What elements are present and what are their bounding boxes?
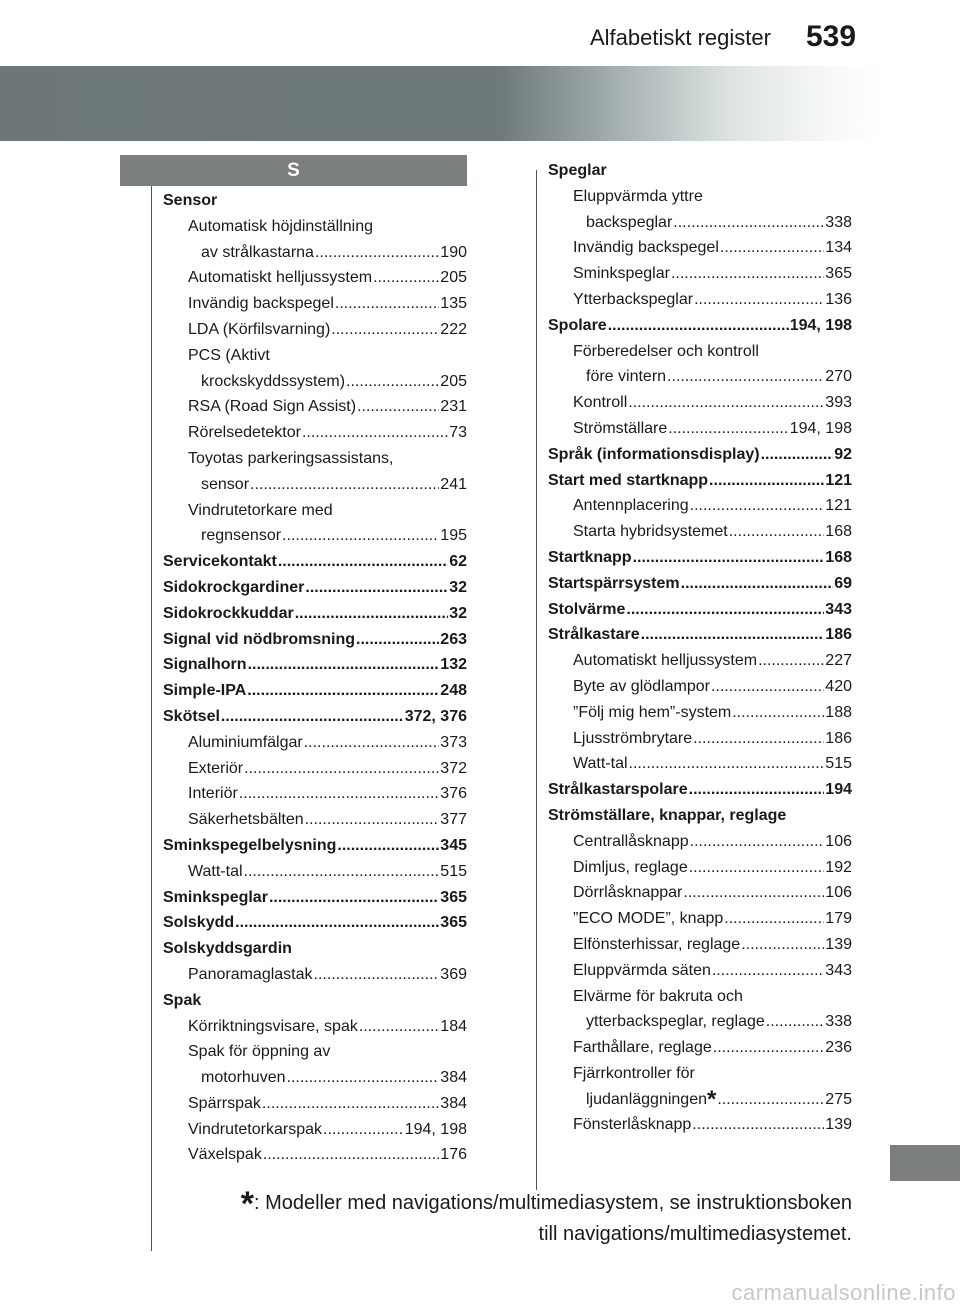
index-entry	[163, 420, 467, 446]
page-reference: 92	[834, 445, 852, 463]
index-term: Automatiskt helljussystem	[188, 269, 373, 287]
index-entry	[548, 1112, 852, 1138]
index-term: Strömställare	[573, 419, 668, 437]
page-reference: 372, 376	[404, 707, 467, 725]
index-entry	[163, 240, 467, 266]
dot-leader	[626, 597, 824, 623]
index-entry	[163, 472, 467, 498]
page-reference: 176	[440, 1146, 467, 1164]
index-entry	[163, 652, 467, 678]
dot-leader	[633, 545, 825, 571]
thumb-tab	[890, 1145, 960, 1181]
index-term: Ytterbackspeglar	[573, 290, 694, 308]
index-term: Spak för öppning av	[188, 1043, 331, 1061]
page-reference: 345	[440, 836, 467, 854]
dot-leader	[314, 962, 440, 988]
index-entry	[163, 704, 467, 730]
letter-heading: S	[120, 155, 467, 186]
index-term: av strålkastarna	[201, 243, 314, 261]
index-term: Automatisk höjdinställning	[188, 217, 373, 235]
page-reference: 69	[834, 574, 852, 592]
page-reference: 32	[449, 604, 467, 622]
dot-leader	[239, 781, 440, 807]
dot-leader	[758, 648, 824, 674]
index-term: Sminkspegelbelysning	[163, 836, 337, 854]
page-reference: 132	[440, 656, 467, 674]
page-reference: 192	[825, 858, 852, 876]
index-entry	[163, 1014, 467, 1040]
index-term: ”Följ mig hem”-system	[573, 703, 732, 721]
page-reference: 194, 198	[789, 316, 852, 334]
index-term: Fönsterlåsknapp	[573, 1116, 692, 1134]
dot-leader	[713, 1035, 825, 1061]
index-term: Startknapp	[548, 548, 632, 566]
index-term: Säkerhetsbälten	[188, 811, 304, 829]
index-term: regnsensor	[201, 527, 282, 545]
page-reference: 194, 198	[404, 1120, 467, 1138]
index-entry	[163, 317, 467, 343]
index-term: Dörrlåsknappar	[573, 884, 683, 902]
index-term: Eluppvärmda säten	[573, 961, 711, 979]
index-term: Sidokrockkuddar	[163, 604, 294, 622]
index-term: Ljusströmbrytare	[573, 729, 693, 747]
index-term: Byte av glödlampor	[573, 677, 710, 695]
index-entry	[548, 184, 852, 210]
page-reference: 241	[440, 475, 467, 493]
page-reference: 372	[440, 759, 467, 777]
index-entry	[548, 416, 852, 442]
dot-leader	[693, 726, 824, 752]
dot-leader	[373, 265, 439, 291]
index-term: Watt-tal	[573, 755, 628, 773]
index-entry	[548, 700, 852, 726]
dot-leader	[694, 287, 824, 313]
index-term: Antennplacering	[573, 497, 689, 515]
index-entry	[163, 446, 467, 472]
index-entry	[163, 756, 467, 782]
index-entry	[548, 597, 852, 623]
dot-leader	[337, 833, 439, 859]
index-term: Invändig backspegel	[573, 239, 719, 257]
index-term: Farthållare, reglage	[573, 1039, 712, 1057]
index-entry	[548, 1035, 852, 1061]
index-term: Fjärrkontroller för	[573, 1064, 695, 1082]
index-entry	[163, 807, 467, 833]
page-reference: 384	[440, 1094, 467, 1112]
dot-leader	[720, 235, 824, 261]
index-entry	[163, 291, 467, 317]
index-term: krockskyddssystem)	[201, 372, 346, 390]
index-entry	[163, 678, 467, 704]
page-reference: 32	[449, 578, 467, 596]
page-reference: 365	[825, 265, 852, 283]
page-reference: 139	[825, 1116, 852, 1134]
dot-leader	[302, 420, 448, 446]
dot-leader	[287, 1065, 440, 1091]
index-term: Vindrutetorkarspak	[188, 1120, 322, 1138]
dot-leader	[629, 751, 825, 777]
dot-leader	[315, 240, 439, 266]
dot-leader	[323, 1117, 404, 1143]
index-term: Watt-tal	[188, 862, 243, 880]
dot-leader	[244, 756, 439, 782]
index-term: Dimljus, reglage	[573, 858, 688, 876]
index-entry	[548, 726, 852, 752]
dot-leader	[305, 575, 448, 601]
index-entry	[163, 369, 467, 395]
index-term: Spolare	[548, 316, 607, 334]
index-term: Språk (informationsdisplay)	[548, 445, 760, 463]
dot-leader	[356, 627, 439, 653]
index-entry	[163, 885, 467, 911]
page-reference: 515	[825, 755, 852, 773]
index-term: Signal vid nödbromsning	[163, 630, 355, 648]
dot-leader	[668, 416, 788, 442]
index-term: RSA (Road Sign Assist)	[188, 398, 357, 416]
dot-leader	[683, 880, 824, 906]
index-entry	[548, 210, 852, 236]
page-reference: 62	[449, 553, 467, 571]
index-entry	[163, 781, 467, 807]
index-term: LDA (Körfilsvarning)	[188, 320, 331, 338]
index-entry	[548, 984, 852, 1010]
page-reference: 343	[825, 961, 852, 979]
index-term: Sminkspeglar	[163, 888, 268, 906]
dot-leader	[628, 390, 824, 416]
watermark: carmanualsonline.info	[731, 1280, 956, 1305]
page-reference: 373	[440, 733, 467, 751]
index-entry	[548, 855, 852, 881]
index-entry	[548, 390, 852, 416]
dot-leader	[667, 364, 824, 390]
dot-leader	[671, 261, 824, 287]
index-entry	[548, 287, 852, 313]
index-term: Interiör	[188, 785, 238, 803]
dot-leader	[673, 210, 824, 236]
index-term: Centrallåsknapp	[573, 832, 689, 850]
footnote	[240, 1185, 852, 1249]
index-term: Vindrutetorkare med	[188, 501, 333, 519]
page-reference: 106	[825, 832, 852, 850]
dot-leader	[335, 291, 439, 317]
index-entry	[548, 261, 852, 287]
dot-leader	[641, 622, 825, 648]
page-reference: 73	[449, 424, 467, 442]
index-entry	[548, 958, 852, 984]
index-term: sensor	[201, 475, 250, 493]
page-reference: 139	[825, 935, 852, 953]
page-reference: 205	[440, 372, 467, 390]
index-term: Spak	[163, 991, 202, 1009]
dot-leader	[359, 1014, 439, 1040]
index-term: Aluminiumfälgar	[188, 733, 303, 751]
index-entry	[548, 519, 852, 545]
index-entry	[163, 988, 467, 1014]
index-term: Körriktningsvisare, spak	[188, 1017, 358, 1035]
index-term: Strömställare, knappar, reglage	[548, 806, 787, 824]
index-entry	[163, 833, 467, 859]
index-entry	[548, 932, 852, 958]
dot-leader	[690, 829, 825, 855]
index-entry	[548, 493, 852, 519]
index-term: Startspärrsystem	[548, 574, 680, 592]
dot-leader	[295, 601, 449, 627]
index-term: Strålkastare	[548, 626, 640, 644]
page-reference: 236	[825, 1039, 852, 1057]
page-reference: 184	[440, 1017, 467, 1035]
page-reference: 248	[440, 682, 467, 700]
index-entry	[163, 1117, 467, 1143]
index-term: Automatiskt helljussystem	[573, 652, 758, 670]
dot-leader	[278, 549, 448, 575]
index-entry	[548, 571, 852, 597]
page-number: 539	[806, 20, 857, 53]
page-reference: 186	[825, 626, 852, 644]
right-index-column	[548, 158, 852, 1138]
index-entry	[548, 468, 852, 494]
index-term: före vintern	[586, 368, 667, 386]
page-reference: 194	[825, 781, 852, 799]
index-entry	[163, 1142, 467, 1168]
page-reference: 365	[440, 914, 467, 932]
index-term: Sminkspeglar	[573, 265, 670, 283]
index-term: Starta hybridsystemet	[573, 523, 728, 541]
page-reference: 365	[440, 888, 467, 906]
index-entry	[548, 545, 852, 571]
index-entry	[163, 910, 467, 936]
page-reference: 194, 198	[789, 419, 852, 437]
page-reference: 270	[825, 368, 852, 386]
dot-leader	[709, 468, 824, 494]
footnote-asterisk: *	[240, 1185, 254, 1223]
index-term: Invändig backspegel	[188, 295, 334, 313]
index-term: Simple-IPA	[163, 682, 247, 700]
index-entry	[548, 803, 852, 829]
index-term: Speglar	[548, 162, 607, 179]
index-term: Toyotas parkeringsassistans,	[188, 449, 394, 467]
dot-leader	[248, 652, 440, 678]
index-entry	[163, 265, 467, 291]
index-entry	[163, 1065, 467, 1091]
page-reference: 515	[440, 862, 467, 880]
page-reference: 227	[825, 652, 852, 670]
dot-leader	[304, 730, 440, 756]
index-entry	[163, 188, 467, 214]
page-reference: 136	[825, 290, 852, 308]
index-term: Servicekontakt	[163, 553, 277, 571]
dot-leader	[262, 1091, 439, 1117]
index-term: backspeglar	[586, 213, 673, 231]
page-reference: 338	[825, 213, 852, 231]
dot-leader	[269, 885, 439, 911]
page-reference: 121	[825, 497, 852, 515]
index-entry	[163, 575, 467, 601]
dot-leader	[712, 958, 824, 984]
page-reference: 263	[440, 630, 467, 648]
index-term: Solskydd	[163, 914, 235, 932]
index-term: Exteriör	[188, 759, 244, 777]
dot-leader	[235, 910, 439, 936]
dot-leader	[690, 493, 825, 519]
dot-leader	[766, 1009, 825, 1035]
footnote-line-2: till navigations/multimediasystemet.	[538, 1223, 852, 1245]
dot-leader	[741, 932, 824, 958]
page-reference: 179	[825, 910, 852, 928]
index-entry	[548, 880, 852, 906]
index-entry	[548, 1087, 852, 1113]
page-reference: 231	[440, 398, 467, 416]
index-term: Elvärme för bakruta och	[573, 987, 743, 1005]
index-entry	[163, 498, 467, 524]
index-term: Sidokrockgardiner	[163, 578, 305, 596]
dot-leader	[681, 571, 834, 597]
index-term: Sensor	[163, 192, 218, 209]
dot-leader	[221, 704, 404, 730]
page-reference: 384	[440, 1069, 467, 1087]
page-reference: 222	[440, 320, 467, 338]
page-reference: 205	[440, 269, 467, 287]
index-entry	[163, 627, 467, 653]
dot-leader	[247, 678, 439, 704]
dot-leader	[689, 777, 825, 803]
index-entry	[548, 158, 852, 184]
dot-leader	[711, 674, 824, 700]
dot-leader	[724, 906, 824, 932]
index-term: Växelspak	[188, 1146, 262, 1164]
footnote-marker: *	[707, 1085, 717, 1113]
index-term: Elfönsterhissar, reglage	[573, 935, 741, 953]
index-term: PCS (Aktivt	[188, 346, 270, 364]
index-entry	[548, 1009, 852, 1035]
page-reference: 377	[440, 811, 467, 829]
index-term: Solskyddsgardin	[163, 940, 292, 958]
index-entry	[548, 648, 852, 674]
index-entry	[163, 214, 467, 240]
page-reference: 186	[825, 729, 852, 747]
page-reference: 190	[440, 243, 467, 261]
dot-leader	[692, 1112, 824, 1138]
index-entry	[548, 313, 852, 339]
page-reference: 188	[825, 703, 852, 721]
index-term: Rörelsedetektor	[188, 424, 301, 442]
index-term: ”ECO MODE”, knapp	[573, 910, 724, 928]
index-entry	[548, 906, 852, 932]
index-entry	[163, 936, 467, 962]
index-entry	[163, 549, 467, 575]
index-entry	[163, 1039, 467, 1065]
index-entry	[163, 859, 467, 885]
index-entry	[163, 343, 467, 369]
index-term: Förberedelser och kontroll	[573, 342, 759, 360]
index-term: Panoramaglastak	[188, 965, 313, 983]
page-reference: 195	[440, 527, 467, 545]
dot-leader	[689, 855, 825, 881]
dot-leader	[729, 519, 825, 545]
page-reference: 376	[440, 785, 467, 803]
index-entry	[548, 777, 852, 803]
dot-leader	[263, 1142, 439, 1168]
index-entry	[548, 442, 852, 468]
index-entry	[548, 622, 852, 648]
page-reference: 168	[825, 523, 852, 541]
page-reference: 134	[825, 239, 852, 257]
dot-leader	[357, 394, 439, 420]
footnote-line-1: : Modeller med navigations/multimediasystem, se instruktionsboken	[253, 1192, 852, 1214]
index-entry	[548, 829, 852, 855]
index-entry	[548, 235, 852, 261]
page-reference: 121	[825, 471, 852, 489]
header-banner	[0, 66, 960, 141]
dot-leader	[346, 369, 439, 395]
index-term: Start med startknapp	[548, 471, 709, 489]
index-term: Eluppvärmda yttre	[573, 187, 703, 205]
column-divider	[536, 170, 537, 1190]
left-index-column	[163, 188, 467, 1168]
dot-leader	[244, 859, 440, 885]
index-term: Skötsel	[163, 707, 220, 725]
index-entry	[548, 751, 852, 777]
index-entry	[548, 339, 852, 365]
page-reference: 135	[440, 295, 467, 313]
index-entry	[163, 730, 467, 756]
index-term: ljudanläggningen	[586, 1090, 707, 1108]
page-reference: 338	[825, 1013, 852, 1031]
page-reference: 168	[825, 548, 852, 566]
dot-leader	[732, 700, 824, 726]
page-reference: 343	[825, 600, 852, 618]
index-term: Strålkastarspolare	[548, 781, 688, 799]
dot-leader	[331, 317, 439, 343]
dot-leader	[608, 313, 789, 339]
index-entry	[163, 601, 467, 627]
dot-leader	[250, 472, 439, 498]
page-reference: 420	[825, 677, 852, 695]
index-entry	[548, 1061, 852, 1087]
dot-leader	[761, 442, 834, 468]
page-reference: 106	[825, 884, 852, 902]
section-title: Alfabetiskt register	[590, 25, 771, 50]
index-entry	[163, 962, 467, 988]
dot-leader	[305, 807, 440, 833]
dot-leader	[717, 1087, 824, 1113]
index-entry	[163, 523, 467, 549]
index-entry	[163, 1091, 467, 1117]
page-reference: 369	[440, 965, 467, 983]
index-term: Spärrspak	[188, 1094, 261, 1112]
index-term: ytterbackspeglar, reglage	[586, 1013, 765, 1031]
index-term: Signalhorn	[163, 656, 247, 674]
index-entry	[548, 364, 852, 390]
page-reference: 275	[825, 1090, 852, 1108]
left-margin-line	[151, 186, 152, 1251]
index-entry	[548, 674, 852, 700]
index-term: Kontroll	[573, 394, 628, 412]
dot-leader	[282, 523, 439, 549]
index-term: Stolvärme	[548, 600, 626, 618]
index-entry	[163, 394, 467, 420]
index-term: motorhuven	[201, 1069, 286, 1087]
page-reference: 393	[825, 394, 852, 412]
